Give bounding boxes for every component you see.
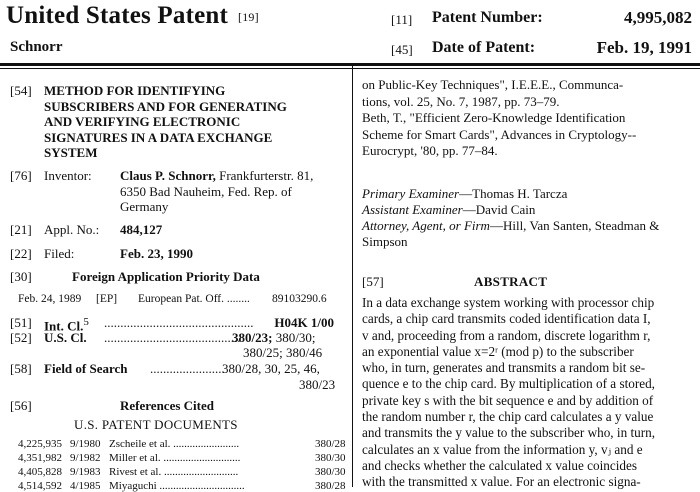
- title-line: SYSTEM: [44, 145, 98, 161]
- filed-tag: [22]: [10, 246, 32, 261]
- reference-text-line: Eurocrypt, '80, pp. 77–84.: [362, 143, 498, 158]
- foreign-office: European Pat. Off. ........: [138, 293, 250, 305]
- date-of-patent-label: Date of Patent:: [432, 39, 536, 56]
- inventor-address: Frankfurterstr. 81,: [215, 168, 314, 183]
- ref-name: Rivest et al. ...........................: [109, 466, 239, 478]
- ref-number: 4,405,828: [18, 466, 62, 478]
- title-line: SIGNATURES IN A DATA EXCHANGE: [44, 129, 273, 145]
- ref-name: Miyaguchi ...............................: [109, 480, 245, 492]
- abstract-heading: ABSTRACT: [474, 274, 548, 289]
- inventor-details: [120, 168, 313, 215]
- field-value-line2: 380/23: [299, 377, 336, 392]
- abstract-line: In a data exchange system working with processor chip: [362, 295, 655, 310]
- ref-number: 4,351,982: [18, 452, 62, 464]
- intcl-dots: ..............................................: [104, 315, 254, 330]
- attorney: —Hill, Van Santen, Steadman &: [489, 218, 660, 233]
- date-of-patent-tag: [45]: [391, 42, 413, 57]
- abstract-line: who, in turn, generates and transmits a random bit se-: [362, 360, 646, 376]
- reference-text-line: tions, vol. 25, No. 7, 1987, pp. 73–79.: [362, 93, 560, 109]
- abstract-line: the random number r, the chip card calculates a y value: [362, 409, 654, 425]
- appl-label: Appl. No.:: [44, 222, 100, 237]
- appl-number: 484,127: [120, 222, 163, 237]
- patent-header-title: United States Patent [19]: [6, 2, 259, 29]
- foreign-date: Feb. 24, 1989: [18, 293, 82, 305]
- ref-class: 380/30: [315, 466, 346, 478]
- ref-name: Zscheile et al. ........................: [109, 438, 240, 450]
- ref-date: 9/1982: [70, 452, 101, 464]
- abstract-tag: [57]: [362, 274, 384, 289]
- ref-name: Miller et al. ............................: [109, 452, 241, 464]
- primary-examiner: —Thomas H. Tarcza: [459, 186, 568, 201]
- uscl-value: 380/23; 380/30;: [232, 330, 316, 345]
- abstract-body: [362, 295, 655, 491]
- patent-number-tag: [11]: [391, 12, 413, 27]
- date-of-patent: Feb. 19, 1991: [596, 38, 692, 57]
- examiners: [362, 186, 659, 250]
- intcl-label: Int. Cl.$^5$: [44, 316, 89, 334]
- inventor-surname: Schnorr: [10, 39, 63, 55]
- patent-number-label: Patent Number:: [432, 9, 543, 26]
- abstract-line: and transmits the y value to the subscriber who, in turn,: [362, 425, 655, 441]
- ref-class: 380/28: [315, 438, 346, 450]
- abstract-line: cards, a chip card transmits coded identification data I,: [362, 311, 651, 327]
- field-tag: [58]: [10, 361, 32, 376]
- abstract-line: v and, proceeding from a random, discrete logarithm r,: [362, 327, 651, 343]
- reference-text-line: Scheme for Smart Cards", Advances in Cryptology--: [362, 126, 637, 142]
- ref-date: 4/1985: [70, 480, 101, 492]
- abstract-line: and checks whether the calculated x value coincides: [362, 457, 637, 473]
- title-line: METHOD FOR IDENTIFYING: [44, 83, 226, 98]
- ref-class: 380/30: [315, 452, 346, 464]
- inventor-label: Inventor:: [44, 168, 92, 183]
- us-patent-docs-heading: U.S. PATENT DOCUMENTS: [74, 417, 238, 432]
- title-line: AND VERIFYING ELECTRONIC: [44, 114, 241, 130]
- attorney-line2: Simpson: [362, 234, 408, 249]
- foreign-number: 89103290.6: [272, 293, 327, 305]
- field-label: Field of Search: [44, 361, 128, 376]
- attorney-label: Attorney, Agent, or Firm: [362, 218, 490, 233]
- appl-tag: [21]: [10, 222, 32, 237]
- title-line: SUBSCRIBERS AND FOR GENERATING: [44, 98, 287, 114]
- ref-date: 9/1983: [70, 466, 101, 478]
- references-heading: References Cited: [120, 398, 214, 413]
- patent-number: 4,995,082: [624, 8, 692, 27]
- field-dots: .......................: [150, 361, 225, 376]
- intcl-tag: [51]: [10, 315, 32, 330]
- filed-label: Filed:: [44, 246, 75, 261]
- abstract-line: private key s with the bit sequence e and by addition of: [362, 392, 654, 408]
- inventor-name: Claus P. Schnorr,: [120, 168, 216, 183]
- uscl-tag: [52]: [10, 330, 32, 345]
- ref-class: 380/28: [315, 480, 346, 492]
- inventor-address: 6350 Bad Nauheim, Fed. Rep. of: [120, 183, 292, 199]
- uscl-dots: ..........................................: [104, 330, 241, 345]
- intcl-value: H04K 1/00: [274, 315, 334, 330]
- inventor-tag: [76]: [10, 168, 32, 183]
- header-rule-thin: [0, 68, 700, 69]
- abstract-line: calculates an x value from the information y, vⱼ and e: [362, 441, 643, 457]
- abstract-line: an exponential value x=2ʳ (mod p) to the subscriber: [362, 343, 634, 359]
- assistant-examiner: —David Cain: [462, 202, 536, 217]
- ref-number: 4,225,935: [18, 438, 62, 450]
- assistant-examiner-label: Assistant Examiner: [362, 202, 463, 217]
- reference-text-line: on Public-Key Techniques", I.E.E.E., Communca-: [362, 77, 624, 92]
- other-references: [362, 77, 636, 160]
- foreign-priority-heading: Foreign Application Priority Data: [72, 269, 260, 284]
- foreign-tag: [30]: [10, 269, 32, 284]
- title-code: [19]: [238, 9, 259, 24]
- foreign-code: [EP]: [96, 293, 118, 305]
- field-value: 380/28, 30, 25, 46,: [222, 361, 320, 376]
- abstract-line: with the transmitted x value. For an electronic signa-: [362, 474, 641, 490]
- reference-text-line: Beth, T., "Efficient Zero-Knowledge Identification: [362, 110, 626, 125]
- primary-examiner-label: Primary Examiner: [362, 186, 460, 201]
- refs-tag: [56]: [10, 398, 32, 413]
- intcl-superscript: 5: [83, 316, 89, 328]
- inventor-address: Germany: [120, 199, 169, 215]
- uscl-label: U.S. Cl.: [44, 330, 87, 345]
- uscl-value-line2: 380/25; 380/46: [243, 345, 323, 360]
- column-divider: [352, 66, 353, 487]
- header-rule: [0, 63, 700, 66]
- ref-number: 4,514,592: [18, 480, 62, 492]
- invention-title: [44, 83, 287, 161]
- title-tag: [54]: [10, 83, 32, 98]
- ref-date: 9/1980: [70, 438, 101, 450]
- abstract-line: quence e to the chip card. By multiplication of a stored,: [362, 376, 655, 392]
- filed-date: Feb. 23, 1990: [120, 246, 193, 261]
